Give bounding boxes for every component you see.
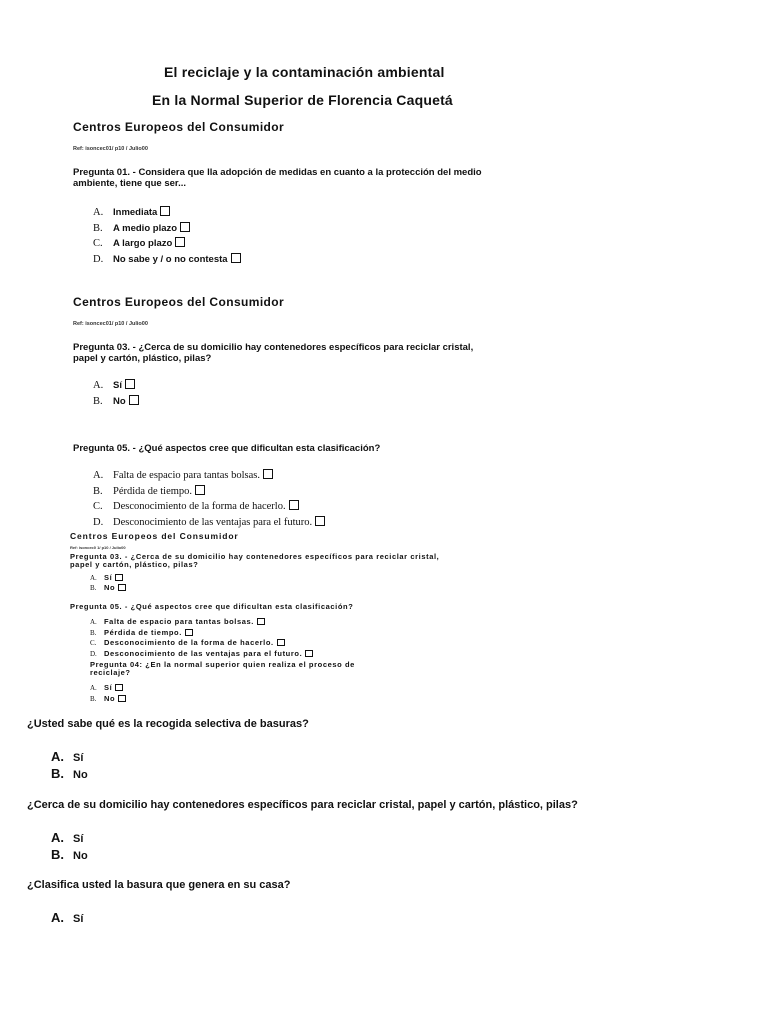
- survey-question: ¿Cerca de su domicilio hay contenedores específicos para reciclar cristal, papel y cartón, plástico, pilas?: [27, 799, 578, 811]
- reference-code: Ref: isoncec0 1/ p10 / Julio00: [70, 545, 126, 550]
- checkbox-icon[interactable]: [115, 574, 123, 581]
- option-item[interactable]: C. Desconocimiento de la forma de hacerlo.: [90, 637, 313, 648]
- option-item[interactable]: B. No: [93, 393, 139, 409]
- option-item[interactable]: B. Pérdida de tiempo.: [93, 483, 325, 499]
- checkbox-icon[interactable]: [195, 485, 205, 495]
- checkbox-icon[interactable]: [257, 618, 265, 625]
- option-item[interactable]: A. Falta de espacio para tantas bolsas.: [90, 616, 313, 627]
- option-item[interactable]: A. Sí: [90, 572, 126, 582]
- document-subtitle: En la Normal Superior de Florencia Caquetá: [152, 92, 453, 108]
- options-list: [93, 467, 325, 529]
- org-heading: Centros Europeos del Consumidor: [73, 120, 285, 134]
- checkbox-icon[interactable]: [277, 639, 285, 646]
- options-list: [93, 377, 139, 409]
- survey-question: ¿Clasifica usted la basura que genera en su casa?: [27, 879, 291, 891]
- checkbox-icon[interactable]: [231, 253, 241, 263]
- option-item[interactable]: B. Pérdida de tiempo.: [90, 627, 313, 638]
- document-title: El reciclaje y la contaminación ambiental: [164, 64, 445, 80]
- question-text: Pregunta 04: ¿En la normal superior quien realiza el proceso de reciclaje?: [90, 660, 355, 677]
- org-heading: Centros Europeos del Consumidor: [70, 531, 239, 541]
- checkbox-icon[interactable]: [289, 500, 299, 510]
- checkbox-icon[interactable]: [118, 584, 126, 591]
- checkbox-icon[interactable]: [129, 395, 139, 405]
- options-list: [90, 616, 313, 658]
- option-item[interactable]: D. Desconocimiento de las ventajas para el futuro.: [90, 648, 313, 659]
- question-text: Pregunta 05. - ¿Qué aspectos cree que dificultan esta clasificación?: [70, 602, 354, 611]
- option-item[interactable]: A. Inmediata: [93, 204, 241, 220]
- option-item[interactable]: B. No: [90, 693, 126, 704]
- option-item[interactable]: A. Sí: [51, 830, 84, 845]
- option-item[interactable]: A. Falta de espacio para tantas bolsas.: [93, 467, 325, 483]
- options-list: [90, 682, 126, 703]
- option-item[interactable]: C. A largo plazo: [93, 235, 241, 251]
- option-item[interactable]: A. Sí: [90, 682, 126, 693]
- options-list: [51, 830, 88, 864]
- checkbox-icon[interactable]: [180, 222, 190, 232]
- option-item[interactable]: D. No sabe y / o no contesta: [93, 251, 241, 267]
- question-text: Pregunta 03. - ¿Cerca de su domicilio hay contenedores específicos para reciclar cristal, papel y cartón, plástico, pilas?: [70, 552, 440, 569]
- option-item[interactable]: C. Desconocimiento de la forma de hacerlo.: [93, 498, 325, 514]
- option-item[interactable]: B. No: [51, 766, 88, 781]
- org-heading: Centros Europeos del Consumidor: [73, 295, 285, 309]
- checkbox-icon[interactable]: [118, 695, 126, 702]
- option-item[interactable]: B. No: [90, 582, 126, 592]
- checkbox-icon[interactable]: [175, 237, 185, 247]
- reference-code: Ref: isoncec01/ p10 / Julio00: [73, 146, 148, 152]
- options-list: [93, 204, 241, 266]
- option-item[interactable]: A. Sí: [93, 377, 139, 393]
- option-item[interactable]: A. Sí: [51, 749, 84, 764]
- question-text: Pregunta 05. - ¿Qué aspectos cree que dificultan esta clasificación?: [73, 443, 381, 454]
- options-list: [51, 749, 88, 783]
- option-item[interactable]: A. Sí: [51, 910, 84, 925]
- options-list: [90, 572, 126, 592]
- options-list: [51, 910, 83, 927]
- option-item[interactable]: B. A medio plazo: [93, 220, 241, 236]
- option-item[interactable]: D. Desconocimiento de las ventajas para el futuro.: [93, 514, 325, 530]
- option-item[interactable]: B. No: [51, 847, 88, 862]
- checkbox-icon[interactable]: [160, 206, 170, 216]
- question-text: Pregunta 01. - Considera que lla adopción de medidas en cuanto a la protección del medio ambiente, tiene que ser...: [73, 167, 482, 189]
- checkbox-icon[interactable]: [125, 379, 135, 389]
- checkbox-icon[interactable]: [185, 629, 193, 636]
- checkbox-icon[interactable]: [315, 516, 325, 526]
- reference-code: Ref: isoncec01/ p10 / Julio00: [73, 321, 148, 327]
- checkbox-icon[interactable]: [115, 684, 123, 691]
- question-text: Pregunta 03. - ¿Cerca de su domicilio hay contenedores específicos para reciclar cristal, papel y cartón, plástico, pilas?: [73, 342, 474, 364]
- checkbox-icon[interactable]: [263, 469, 273, 479]
- checkbox-icon[interactable]: [305, 650, 313, 657]
- survey-question: ¿Usted sabe qué es la recogida selectiva de basuras?: [27, 718, 309, 730]
